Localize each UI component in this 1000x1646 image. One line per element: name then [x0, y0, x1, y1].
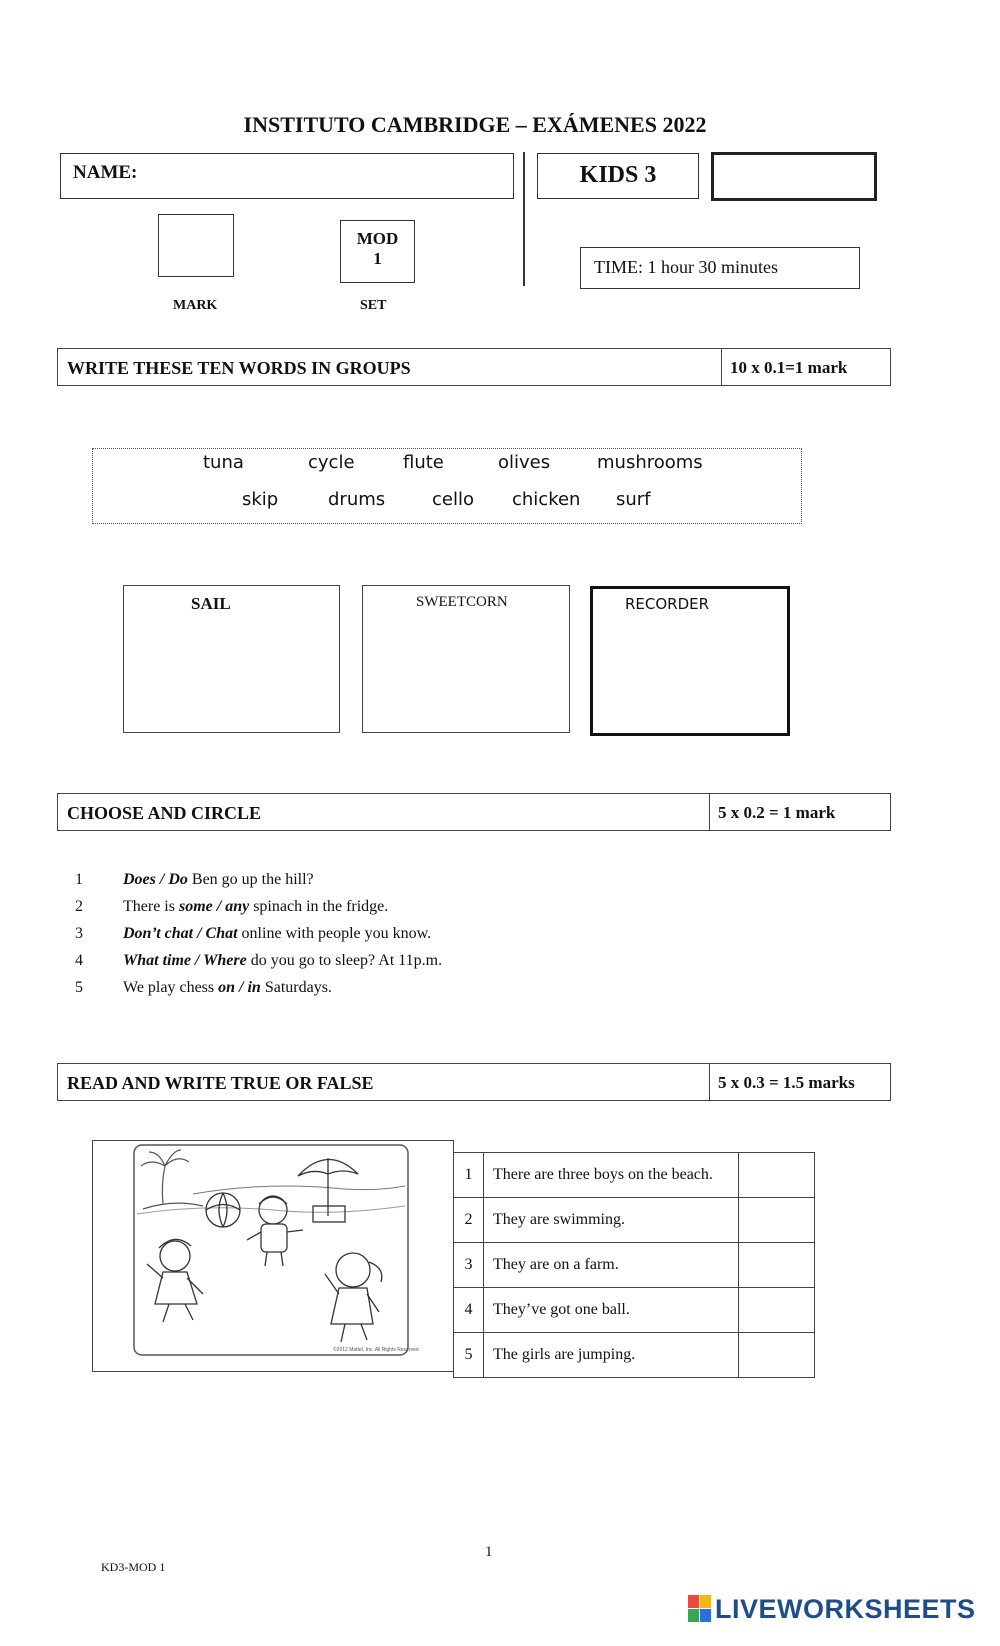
- section3-header: [57, 1063, 891, 1101]
- level-box: [537, 153, 699, 199]
- statement-text: They are swimming.: [484, 1198, 739, 1243]
- group-box-recorder[interactable]: [590, 586, 790, 736]
- group-label: SAIL: [191, 594, 231, 613]
- table-row: [454, 1153, 815, 1198]
- answer-cell[interactable]: [739, 1153, 815, 1198]
- answer-cell[interactable]: [739, 1198, 815, 1243]
- section1-header: [57, 348, 891, 386]
- answer-cell[interactable]: [739, 1333, 815, 1378]
- sentence-pre: There is: [123, 898, 179, 915]
- item-number: 2: [75, 898, 83, 915]
- word: chicken: [512, 489, 581, 510]
- answer-cell[interactable]: [739, 1288, 815, 1333]
- section2-marks: 5 x 0.2 = 1 mark: [709, 794, 890, 830]
- word: tuna: [203, 452, 244, 473]
- table-row: [454, 1333, 815, 1378]
- sentence-pre: We play chess: [123, 979, 219, 996]
- choice-options[interactable]: some / any: [178, 898, 250, 915]
- statement-text: They’ve got one ball.: [484, 1288, 739, 1333]
- word: drums: [328, 489, 386, 510]
- name-label: NAME:: [73, 162, 138, 183]
- section3-title: READ AND WRITE TRUE OR FALSE: [67, 1073, 374, 1093]
- group-box-sail[interactable]: [123, 585, 340, 733]
- word: mushrooms: [597, 452, 703, 473]
- choice-options[interactable]: Does / Do: [123, 871, 188, 888]
- word: cycle: [308, 452, 355, 473]
- item-number: 3: [75, 925, 83, 942]
- statement-text: There are three boys on the beach.: [484, 1153, 739, 1198]
- word: olives: [498, 452, 551, 473]
- group-label: SWEETCORN: [416, 594, 508, 610]
- sentence-post: spinach in the fridge.: [249, 898, 389, 915]
- liveworksheets-logo-icon: [688, 1595, 712, 1623]
- item-number: 4: [75, 952, 83, 969]
- section2-title: CHOOSE AND CIRCLE: [67, 803, 262, 823]
- word: surf: [616, 489, 651, 510]
- statement-number: 5: [454, 1333, 484, 1378]
- true-false-table: [453, 1152, 815, 1378]
- table-row: [454, 1243, 815, 1288]
- section1-title: WRITE THESE TEN WORDS IN GROUPS: [67, 358, 411, 378]
- level-label: KIDS 3: [579, 162, 657, 188]
- choice-options[interactable]: on / in: [218, 979, 261, 996]
- statement-number: 4: [454, 1288, 484, 1333]
- group-label: RECORDER: [625, 595, 710, 613]
- mod-number: 1: [373, 249, 382, 268]
- statement-text: They are on a farm.: [484, 1243, 739, 1288]
- liveworksheets-brand: LIVEWORKSHEETS: [715, 1594, 976, 1624]
- mark-label: MARK: [173, 298, 218, 313]
- page-number: 1: [485, 1544, 493, 1560]
- word: flute: [403, 452, 444, 473]
- time-label: TIME: 1 hour 30 minutes: [594, 257, 778, 277]
- exam-title: INSTITUTO CAMBRIDGE – EXÁMENES 2022: [243, 112, 707, 137]
- mark-box[interactable]: [158, 214, 234, 277]
- set-label: SET: [360, 298, 387, 313]
- image-caption: ©2012 Mattel, Inc. All Rights Reserved: [333, 1347, 419, 1353]
- mod-box: [340, 220, 415, 283]
- item-number: 5: [75, 979, 83, 996]
- sentence-post: Ben go up the hill?: [187, 871, 314, 888]
- word: cello: [432, 489, 474, 510]
- choice-options[interactable]: What time / Where: [123, 952, 247, 969]
- sentence-post: Saturdays.: [260, 979, 332, 996]
- table-row: [454, 1198, 815, 1243]
- statement-number: 1: [454, 1153, 484, 1198]
- answer-cell[interactable]: [739, 1243, 815, 1288]
- choice-options[interactable]: Don’t chat / Chat: [123, 925, 238, 942]
- word: skip: [242, 489, 279, 510]
- name-box[interactable]: [60, 153, 514, 199]
- section3-marks: 5 x 0.3 = 1.5 marks: [709, 1064, 890, 1100]
- section1-marks: 10 x 0.1=1 mark: [721, 349, 890, 385]
- statement-number: 3: [454, 1243, 484, 1288]
- statement-text: The girls are jumping.: [484, 1333, 739, 1378]
- item-number: 1: [75, 871, 83, 888]
- score-box[interactable]: [711, 152, 877, 201]
- statement-number: 2: [454, 1198, 484, 1243]
- sentence-post: online with people you know.: [237, 925, 432, 942]
- section2-header: [57, 793, 891, 831]
- beach-illustration: [133, 1144, 419, 1357]
- time-box: [580, 247, 860, 289]
- document-code: KD3-MOD 1: [101, 1560, 166, 1574]
- mod-label: MOD: [356, 229, 399, 248]
- table-row: [454, 1288, 815, 1333]
- sentence-post: do you go to sleep? At 11p.m.: [246, 952, 443, 969]
- vertical-divider: [523, 152, 525, 286]
- group-box-sweetcorn[interactable]: [362, 585, 570, 733]
